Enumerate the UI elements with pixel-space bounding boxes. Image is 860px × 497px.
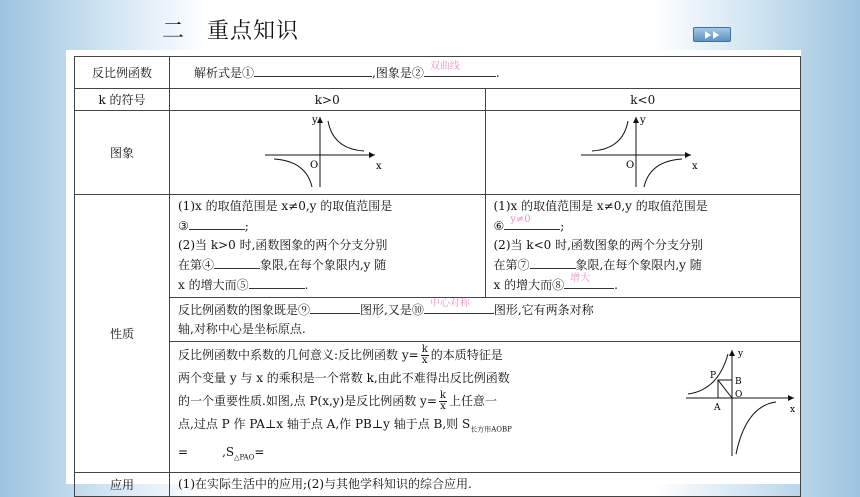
text: 解析式是① [194,65,255,80]
knowledge-table [74,56,801,497]
text: 轴,对称中心是坐标原点. [178,322,306,336]
subscript: 长方形AOBP [470,425,512,434]
text: 点,过点 P 作 PA⊥x 轴于点 A,作 PB⊥y 轴于点 B,则 S [178,417,471,431]
row-label: 图象 [75,111,170,195]
subscript: △PAO [234,453,255,462]
axis-x-label: x [376,161,382,172]
text: . [614,278,618,292]
blank-10[interactable] [424,300,494,314]
blank-9[interactable] [310,300,360,314]
frac-den: x [440,401,446,412]
symmetry-cell [170,298,801,342]
blank-2[interactable] [424,60,496,77]
fig-label-x: x [790,405,796,415]
text: ,S [222,445,235,460]
graph-k-negative-cell [485,111,801,195]
fraction-k-over-x [439,391,447,412]
text: 反比例函数的图象既是⑨ [178,303,311,317]
blank-1[interactable] [254,63,372,77]
text: 图形,它有两条对称 [493,303,594,317]
axis-x-label: x [691,161,698,172]
next-slide-button[interactable] [693,27,731,42]
props-k-positive [170,195,486,298]
text: 反比例函数中系数的几何意义:反比例函数 y= [178,348,419,362]
fig-label-y: y [738,349,744,359]
fig-label-B: B [735,377,742,387]
k-negative: k<0 [485,89,801,111]
fig-label-O: O [735,390,743,400]
row-label: 应用 [75,472,170,496]
blank-8[interactable] [564,275,614,289]
text: = [254,445,265,460]
origin-label: O [625,160,634,171]
blank-4[interactable] [214,255,260,269]
k-positive: k>0 [170,89,486,111]
text: ; [244,219,249,233]
frac-num: k [439,390,446,401]
hyperbola-k-negative [486,111,791,191]
blank-3[interactable] [189,216,245,230]
text: 象限,在每个象限内,y 随 [575,258,702,272]
text: 的一个重要性质.如图,点 P(x,y)是反比例函数 y= [178,394,437,408]
text: 图形,又是⑩ [360,303,424,317]
row-label: 反比例函数 [75,57,170,89]
row-label: k 的符号 [75,89,170,111]
arrow-right-icon [705,31,711,39]
text: 的本质特征是 [430,348,503,362]
section-heading: 重点知识 [207,19,300,44]
faint-answer: 双曲线 [429,60,460,72]
fig-label-P: P [710,371,717,381]
knowledge-sheet [66,50,801,492]
axis-y-label: y [312,115,318,126]
text: ③ [178,219,189,233]
graph-k-positive-cell [170,111,486,195]
text: = [178,445,189,460]
section-title [162,14,321,45]
text: ,图象是② [372,65,424,80]
section-number: 二 [162,19,186,44]
text: 象限,在每个象限内,y 随 [260,258,387,272]
table-row [75,57,801,89]
origin-label: O [310,160,319,171]
definition-cell [170,57,801,89]
blank-5[interactable] [249,275,305,289]
table-row [75,111,801,195]
text: . [495,65,500,80]
table-row [75,89,801,111]
text: x 的增大而⑧ [493,278,565,292]
geometric-figure [682,342,800,460]
text: 在第⑦ [493,258,530,272]
props-k-negative [485,195,801,298]
application-text: (1)在实际生活中的应用;(2)与其他学科知识的综合应用. [178,476,472,491]
faint-answer: 中心对称 [429,298,470,309]
text-line: (2)当 k<0 时,函数图象的两个分支分别 [493,238,703,252]
frac-den: x [421,355,428,366]
text-line: (2)当 k>0 时,函数图象的两个分支分别 [178,238,388,252]
text: 上任意一 [448,394,497,408]
table-row [75,472,801,496]
application-cell [170,472,801,496]
text-line: 两个变量 y 与 x 的乘积是一个常数 k,由此不难得出反比例函数 [178,371,510,385]
fig-label-A: A [714,403,721,413]
text-line: (1)x 的取值范围是 x≠0,y 的取值范围是 [493,199,708,213]
text: . [304,278,309,292]
table-row [75,298,801,342]
axis-y-label: y [639,115,646,126]
arrow-right-icon [713,31,719,39]
text: 在第④ [178,258,215,272]
fraction-k-over-x [421,345,429,366]
text-line: (1)x 的取值范围是 x≠0,y 的取值范围是 [178,199,393,213]
text: ; [560,219,565,233]
faint-answer: y≠0 [510,214,531,225]
table-row [75,342,801,473]
blank-6[interactable] [504,216,560,230]
row-label: 性质 [75,195,170,473]
blank-7[interactable] [530,255,576,269]
hyperbola-k-positive [170,111,475,191]
table-row [75,195,801,298]
faint-answer: 增大 [570,273,591,284]
text: ⑥ [493,219,505,233]
geometric-meaning-cell [170,342,801,473]
frac-num: k [421,344,428,355]
text: x 的增大而⑤ [178,278,249,292]
